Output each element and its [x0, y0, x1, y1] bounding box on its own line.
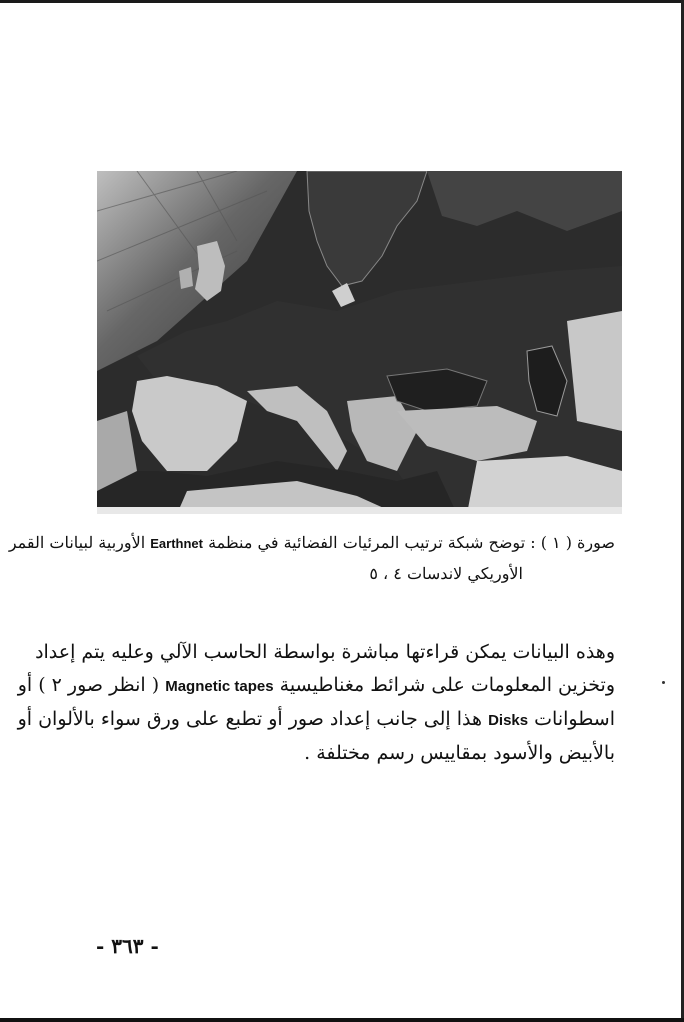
caption-text-part-1: صورة ( ١ ) : توضح شبكة ترتيب المرئيات الفضائية في منظمة	[208, 533, 615, 552]
figure-caption	[8, 528, 615, 589]
body-line-3-part-1: اسطوانات	[534, 708, 615, 730]
scan-border-bottom	[0, 1018, 684, 1022]
europe-map-image	[97, 171, 622, 514]
body-line-2-part-2: ( انظر صور ٢ ) أو	[17, 674, 160, 696]
middle-east	[467, 456, 622, 514]
body-latin-disks: Disks	[488, 712, 529, 729]
caption-line-2: الأوريكي لاندسات ٤ ، ٥	[369, 564, 523, 583]
body-line-3	[17, 703, 615, 737]
page-number: - ٣٦٣ -	[96, 934, 159, 958]
caption-line-1	[8, 528, 615, 559]
body-latin-magnetic-tapes: Magnetic tapes	[165, 678, 274, 695]
image-bottom-edge	[97, 507, 622, 514]
scan-speck	[662, 681, 665, 684]
scan-border-top	[0, 0, 684, 3]
europe-satellite-figure	[97, 171, 622, 514]
body-line-2	[17, 669, 615, 703]
body-line-1: وهذه البيانات يمكن قراءتها مباشرة بواسطة الحاسب الآلي وعليه يتم إعداد	[35, 641, 615, 663]
caption-text-part-2: الأوربية لبيانات القمر	[8, 533, 146, 552]
caption-latin-term: Earthnet	[150, 536, 203, 551]
body-line-2-part-1: وتخزين المعلومات على شرائط مغناطيسية	[279, 674, 615, 696]
body-line-3-part-2: هذا إلى جانب إعداد صور أو تطبع على ورق سواء بالألوان أو	[17, 708, 483, 730]
body-paragraph	[17, 636, 615, 770]
body-line-4: بالأبيض والأسود بمقاييس رسم مختلفة .	[304, 742, 615, 764]
